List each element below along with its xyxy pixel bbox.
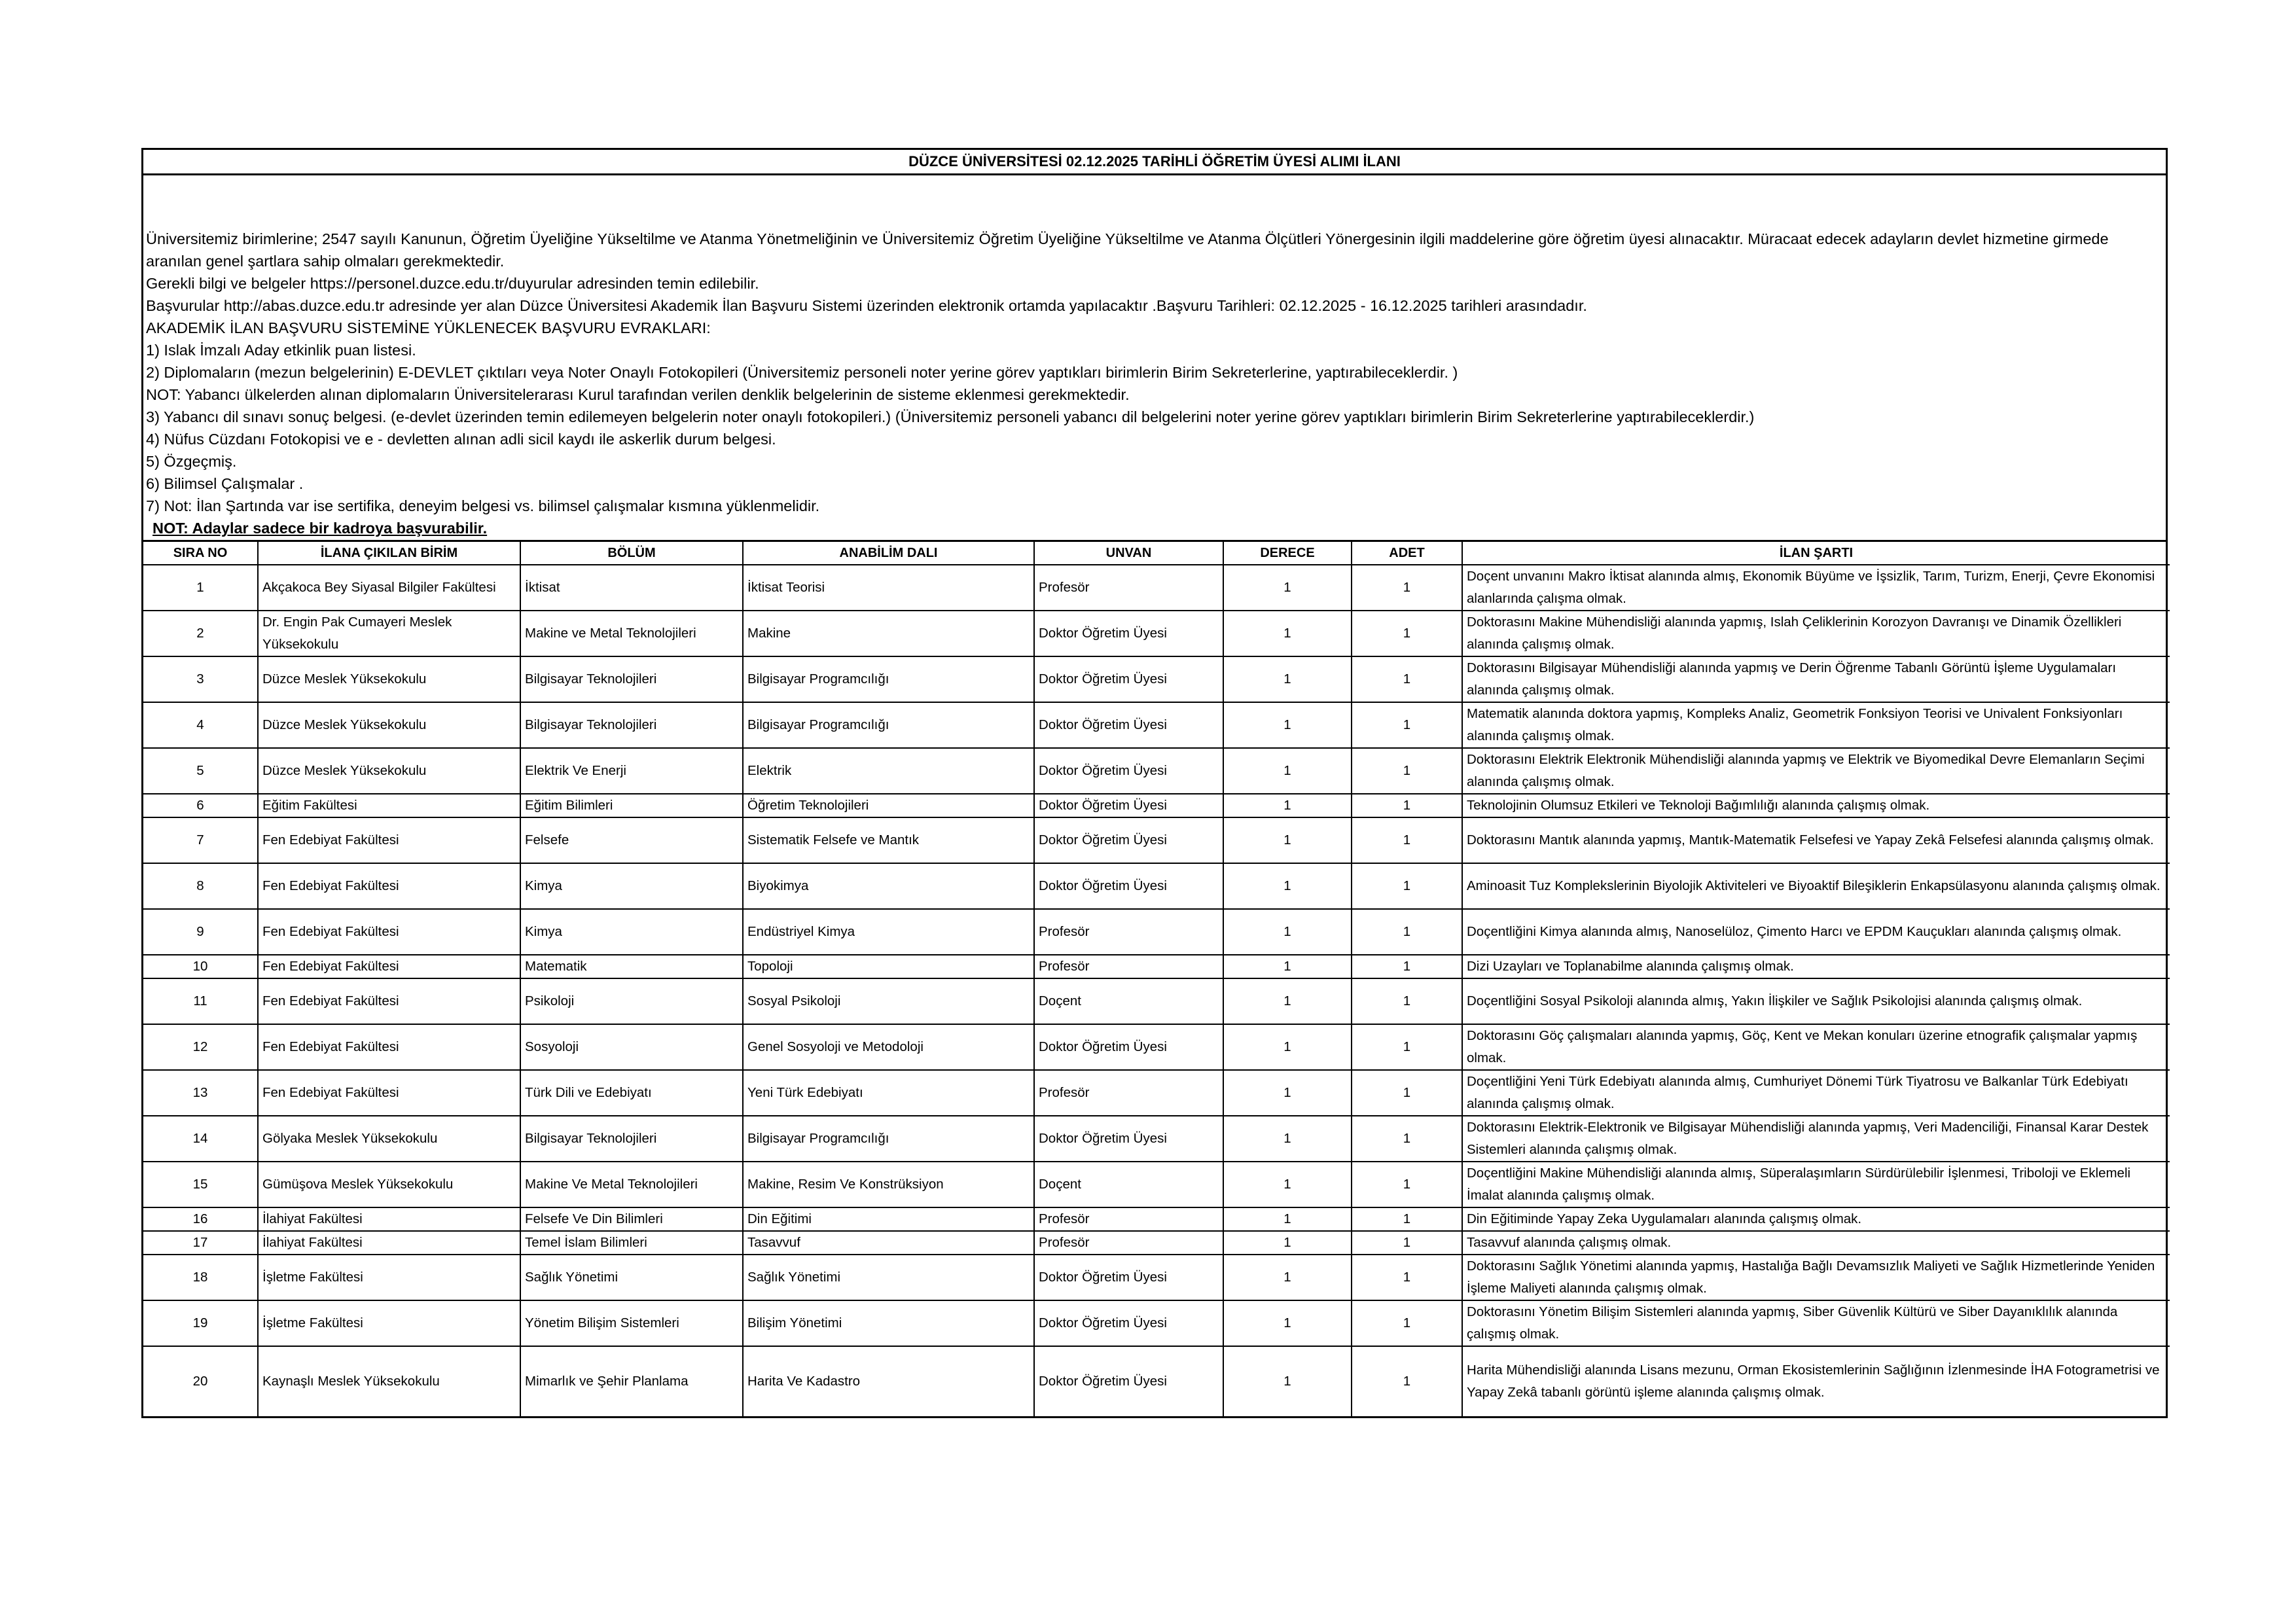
cell-ilan-sarti: Harita Mühendisliği alanında Lisans mezunu, Orman Ekosistemlerinin Sağlığının İzlenmesinde İHA Fotogrametrisi ve Yapay Zekâ tabanlı görüntü işleme alanında çalışmış olmak.	[1462, 1346, 2170, 1416]
cell-adet: 1	[1352, 909, 1462, 955]
cell-anabilim-dali: Tasavvuf	[743, 1231, 1034, 1255]
cell-unvan: Profesör	[1034, 1207, 1223, 1231]
cell-adet: 1	[1352, 978, 1462, 1024]
cell-anabilim-dali: Makine, Resim Ve Konstrüksiyon	[743, 1162, 1034, 1207]
cell-unvan: Doktor Öğretim Üyesi	[1034, 863, 1223, 909]
table-row	[143, 1116, 2170, 1162]
cell-birim: Düzce Meslek Yüksekokulu	[258, 702, 520, 748]
cell-sira-no: 15	[143, 1162, 258, 1207]
cell-birim: Fen Edebiyat Fakültesi	[258, 909, 520, 955]
cell-derece: 1	[1223, 656, 1352, 702]
cell-ilan-sarti: Aminoasit Tuz Komplekslerinin Biyolojik Aktiviteleri ve Biyoaktif Bileşiklerin Enkapsülasyonu alanında çalışmış olmak.	[1462, 863, 2170, 909]
cell-anabilim-dali: Genel Sosyoloji ve Metodoloji	[743, 1024, 1034, 1070]
cell-adet: 1	[1352, 656, 1462, 702]
cell-unvan: Profesör	[1034, 909, 1223, 955]
cell-sira-no: 6	[143, 794, 258, 817]
cell-bolum: Mimarlık ve Şehir Planlama	[520, 1346, 743, 1416]
cell-bolum: Matematik	[520, 955, 743, 978]
cell-bolum: Psikoloji	[520, 978, 743, 1024]
cell-anabilim-dali: Makine	[743, 611, 1034, 656]
cell-birim: İşletme Fakültesi	[258, 1300, 520, 1346]
cell-unvan: Doktor Öğretim Üyesi	[1034, 817, 1223, 863]
table-row	[143, 1024, 2170, 1070]
table-row	[143, 1070, 2170, 1116]
intro-line: AKADEMİK İLAN BAŞVURU SİSTEMİNE YÜKLENECEK BAŞVURU EVRAKLARI:	[146, 319, 711, 336]
cell-adet: 1	[1352, 1300, 1462, 1346]
positions-table	[143, 542, 2170, 1416]
table-header-row	[143, 542, 2170, 565]
cell-adet: 1	[1352, 1116, 1462, 1162]
cell-derece: 1	[1223, 978, 1352, 1024]
cell-anabilim-dali: Topoloji	[743, 955, 1034, 978]
cell-derece: 1	[1223, 1024, 1352, 1070]
cell-birim: Fen Edebiyat Fakültesi	[258, 955, 520, 978]
cell-sira-no: 10	[143, 955, 258, 978]
cell-sira-no: 20	[143, 1346, 258, 1416]
cell-birim: Fen Edebiyat Fakültesi	[258, 978, 520, 1024]
cell-ilan-sarti: Dizi Uzayları ve Toplanabilme alanında çalışmış olmak.	[1462, 955, 2170, 978]
cell-ilan-sarti: Doçentliğini Makine Mühendisliği alanında almış, Süperalaşımların Sürdürülebilir İşlenmesi, Triboloji ve Eklemeli İmalat alanında çalışmış olmak.	[1462, 1162, 2170, 1207]
cell-derece: 1	[1223, 1300, 1352, 1346]
cell-ilan-sarti: Doktorasını Elektrik Elektronik Mühendisliği alanında yapmış ve Elektrik ve Biyomedikal Devre Elemanların Seçimi alanında çalışmış olmak.	[1462, 748, 2170, 794]
table-row	[143, 794, 2170, 817]
intro-line: NOT: Yabancı ülkelerden alınan diplomaların Üniversitelerarası Kurul tarafından verilen denklik belgelerinin de sisteme eklenmesi gerekmektedir.	[146, 386, 1130, 403]
cell-adet: 1	[1352, 1070, 1462, 1116]
cell-adet: 1	[1352, 1255, 1462, 1300]
table-row	[143, 1255, 2170, 1300]
header-unvan: UNVAN	[1034, 542, 1223, 565]
cell-derece: 1	[1223, 748, 1352, 794]
cell-sira-no: 18	[143, 1255, 258, 1300]
cell-anabilim-dali: Öğretim Teknolojileri	[743, 794, 1034, 817]
cell-derece: 1	[1223, 794, 1352, 817]
table-row	[143, 817, 2170, 863]
cell-sira-no: 7	[143, 817, 258, 863]
cell-bolum: Bilgisayar Teknolojileri	[520, 1116, 743, 1162]
table-row	[143, 955, 2170, 978]
cell-derece: 1	[1223, 1346, 1352, 1416]
cell-birim: Dr. Engin Pak Cumayeri Meslek Yüksekokulu	[258, 611, 520, 656]
cell-unvan: Doktor Öğretim Üyesi	[1034, 656, 1223, 702]
intro-line: Başvurular http://abas.duzce.edu.tr adresinde yer alan Düzce Üniversitesi Akademik İlan Başvuru Sistemi üzerinden elektronik ortamda yapılacaktır .Başvuru Tarihleri: 02.12.2025 - 16.12.2025 tarihleri arasındadır.	[146, 297, 1587, 314]
cell-sira-no: 13	[143, 1070, 258, 1116]
table-row	[143, 1207, 2170, 1231]
cell-ilan-sarti: Doktorasını Makine Mühendisliği alanında yapmış, Islah Çeliklerinin Korozyon Davranışı ve Dinamik Özellikleri alanında çalışmış olmak.	[1462, 611, 2170, 656]
cell-birim: Fen Edebiyat Fakültesi	[258, 1070, 520, 1116]
intro-section	[143, 175, 2166, 542]
table-row	[143, 1231, 2170, 1255]
table-row	[143, 978, 2170, 1024]
cell-bolum: Sağlık Yönetimi	[520, 1255, 743, 1300]
cell-adet: 1	[1352, 748, 1462, 794]
cell-unvan: Profesör	[1034, 565, 1223, 611]
cell-birim: İlahiyat Fakültesi	[258, 1231, 520, 1255]
cell-birim: Düzce Meslek Yüksekokulu	[258, 656, 520, 702]
announcement-sheet	[141, 148, 2168, 1418]
cell-adet: 1	[1352, 794, 1462, 817]
cell-anabilim-dali: Din Eğitimi	[743, 1207, 1034, 1231]
cell-sira-no: 12	[143, 1024, 258, 1070]
table-row	[143, 863, 2170, 909]
cell-birim: Gümüşova Meslek Yüksekokulu	[258, 1162, 520, 1207]
cell-derece: 1	[1223, 1070, 1352, 1116]
cell-ilan-sarti: Matematik alanında doktora yapmış, Kompleks Analiz, Geometrik Fonksiyon Teorisi ve Univalent Fonksiyonları alanında çalışmış olmak.	[1462, 702, 2170, 748]
cell-bolum: Makine ve Metal Teknolojileri	[520, 611, 743, 656]
cell-birim: Düzce Meslek Yüksekokulu	[258, 748, 520, 794]
table-row	[143, 611, 2170, 656]
table-row	[143, 748, 2170, 794]
cell-sira-no: 9	[143, 909, 258, 955]
intro-line: 1) Islak İmzalı Aday etkinlik puan listesi.	[146, 342, 416, 359]
cell-anabilim-dali: Sistematik Felsefe ve Mantık	[743, 817, 1034, 863]
cell-derece: 1	[1223, 1207, 1352, 1231]
cell-ilan-sarti: Doçentliğini Kimya alanında almış, Nanoselüloz, Çimento Harcı ve EPDM Kauçukları alanında çalışmış olmak.	[1462, 909, 2170, 955]
cell-birim: Fen Edebiyat Fakültesi	[258, 1024, 520, 1070]
cell-anabilim-dali: Bilişim Yönetimi	[743, 1300, 1034, 1346]
cell-anabilim-dali: Endüstriyel Kimya	[743, 909, 1034, 955]
header-sira-no: SIRA NO	[143, 542, 258, 565]
cell-unvan: Doktor Öğretim Üyesi	[1034, 1255, 1223, 1300]
table-row	[143, 909, 2170, 955]
cell-birim: Gölyaka Meslek Yüksekokulu	[258, 1116, 520, 1162]
cell-unvan: Doçent	[1034, 1162, 1223, 1207]
intro-line: 5) Özgeçmiş.	[146, 453, 237, 470]
cell-unvan: Profesör	[1034, 1231, 1223, 1255]
cell-anabilim-dali: Elektrik	[743, 748, 1034, 794]
cell-bolum: Felsefe	[520, 817, 743, 863]
cell-bolum: Makine Ve Metal Teknolojileri	[520, 1162, 743, 1207]
cell-adet: 1	[1352, 1231, 1462, 1255]
cell-sira-no: 8	[143, 863, 258, 909]
cell-sira-no: 4	[143, 702, 258, 748]
cell-bolum: Bilgisayar Teknolojileri	[520, 702, 743, 748]
cell-bolum: Temel İslam Bilimleri	[520, 1231, 743, 1255]
cell-ilan-sarti: Doktorasını Mantık alanında yapmış, Mantık-Matematik Felsefesi ve Yapay Zekâ Felsefesi alanında çalışmış olmak.	[1462, 817, 2170, 863]
intro-line: 6) Bilimsel Çalışmalar .	[146, 475, 304, 492]
cell-ilan-sarti: Doktorasını Göç çalışmaları alanında yapmış, Göç, Kent ve Mekan konuları üzerine etnografik çalışmalar yapmış olmak.	[1462, 1024, 2170, 1070]
cell-anabilim-dali: Yeni Türk Edebiyatı	[743, 1070, 1034, 1116]
table-row	[143, 1300, 2170, 1346]
cell-anabilim-dali: Biyokimya	[743, 863, 1034, 909]
cell-ilan-sarti: Doçentliğini Sosyal Psikoloji alanında almış, Yakın İlişkiler ve Sağlık Psikolojisi alanında çalışmış olmak.	[1462, 978, 2170, 1024]
cell-bolum: Elektrik Ve Enerji	[520, 748, 743, 794]
cell-sira-no: 17	[143, 1231, 258, 1255]
table-row	[143, 702, 2170, 748]
cell-adet: 1	[1352, 1162, 1462, 1207]
cell-bolum: Kimya	[520, 909, 743, 955]
cell-bolum: Türk Dili ve Edebiyatı	[520, 1070, 743, 1116]
cell-adet: 1	[1352, 955, 1462, 978]
header-derece: DERECE	[1223, 542, 1352, 565]
cell-birim: Kaynaşlı Meslek Yüksekokulu	[258, 1346, 520, 1416]
cell-derece: 1	[1223, 1255, 1352, 1300]
cell-bolum: Kimya	[520, 863, 743, 909]
cell-ilan-sarti: Doktorasını Bilgisayar Mühendisliği alanında yapmış ve Derin Öğrenme Tabanlı Görüntü İşleme Uygulamaları alanında çalışmış olmak.	[1462, 656, 2170, 702]
cell-sira-no: 5	[143, 748, 258, 794]
cell-ilan-sarti: Doçent unvanını Makro İktisat alanında almış, Ekonomik Büyüme ve İşsizlik, Tarım, Turizm, Enerji, Çevre Ekonomisi alanlarında çalışma olmak.	[1462, 565, 2170, 611]
cell-adet: 1	[1352, 1024, 1462, 1070]
cell-unvan: Profesör	[1034, 955, 1223, 978]
cell-anabilim-dali: Harita Ve Kadastro	[743, 1346, 1034, 1416]
intro-paragraph: Üniversitemiz birimlerine; 2547 sayılı Kanunun, Öğretim Üyeliğine Yükseltilme ve Atanma Yönetmeliğinin ve Üniversitemiz Öğretim Üyeliğine Yükseltilme ve Atanma Ölçütleri Yönergesinin ilgili maddelerine göre öğretim üyesi alınacaktır. Müracaat edecek adayların devlet hizmetine girmede aranılan genel şartlara sahip olmaları gerekmektedir.	[146, 230, 2109, 270]
cell-ilan-sarti: Doktorasını Sağlık Yönetimi alanında yapmış, Hastalığa Bağlı Devamsızlık Maliyeti ve Sağlık Hizmetlerinde Yeniden İşleme Maliyeti alanında çalışmış olmak.	[1462, 1255, 2170, 1300]
document-title: DÜZCE ÜNİVERSİTESİ 02.12.2025 TARİHLİ ÖĞRETİM ÜYESİ ALIMI İLANI	[143, 150, 2166, 175]
cell-unvan: Profesör	[1034, 1070, 1223, 1116]
cell-birim: İşletme Fakültesi	[258, 1255, 520, 1300]
cell-derece: 1	[1223, 955, 1352, 978]
cell-ilan-sarti: Din Eğitiminde Yapay Zeka Uygulamaları alanında çalışmış olmak.	[1462, 1207, 2170, 1231]
header-adet: ADET	[1352, 542, 1462, 565]
cell-birim: İlahiyat Fakültesi	[258, 1207, 520, 1231]
cell-derece: 1	[1223, 702, 1352, 748]
table-row	[143, 1346, 2170, 1416]
cell-bolum: Yönetim Bilişim Sistemleri	[520, 1300, 743, 1346]
intro-line: 4) Nüfus Cüzdanı Fotokopisi ve e - devletten alınan adli sicil kaydı ile askerlik durum belgesi.	[146, 431, 776, 448]
cell-ilan-sarti: Tasavvuf alanında çalışmış olmak.	[1462, 1231, 2170, 1255]
table-row	[143, 1162, 2170, 1207]
cell-bolum: Felsefe Ve Din Bilimleri	[520, 1207, 743, 1231]
cell-derece: 1	[1223, 611, 1352, 656]
cell-adet: 1	[1352, 1207, 1462, 1231]
cell-birim: Fen Edebiyat Fakültesi	[258, 817, 520, 863]
cell-bolum: Bilgisayar Teknolojileri	[520, 656, 743, 702]
cell-derece: 1	[1223, 1116, 1352, 1162]
cell-ilan-sarti: Doktorasını Yönetim Bilişim Sistemleri alanında yapmış, Siber Güvenlik Kültürü ve Siber Dayanıklılık alanında çalışmış olmak.	[1462, 1300, 2170, 1346]
cell-sira-no: 19	[143, 1300, 258, 1346]
cell-derece: 1	[1223, 565, 1352, 611]
cell-unvan: Doktor Öğretim Üyesi	[1034, 1346, 1223, 1416]
cell-sira-no: 2	[143, 611, 258, 656]
cell-derece: 1	[1223, 1231, 1352, 1255]
cell-adet: 1	[1352, 817, 1462, 863]
cell-unvan: Doçent	[1034, 978, 1223, 1024]
cell-unvan: Doktor Öğretim Üyesi	[1034, 611, 1223, 656]
cell-anabilim-dali: İktisat Teorisi	[743, 565, 1034, 611]
cell-sira-no: 1	[143, 565, 258, 611]
cell-sira-no: 3	[143, 656, 258, 702]
cell-adet: 1	[1352, 611, 1462, 656]
table-row	[143, 656, 2170, 702]
cell-anabilim-dali: Bilgisayar Programcılığı	[743, 656, 1034, 702]
header-bolum: BÖLÜM	[520, 542, 743, 565]
cell-derece: 1	[1223, 909, 1352, 955]
cell-anabilim-dali: Bilgisayar Programcılığı	[743, 1116, 1034, 1162]
cell-anabilim-dali: Sosyal Psikoloji	[743, 978, 1034, 1024]
intro-line: Gerekli bilgi ve belgeler https://personel.duzce.edu.tr/duyurular adresinden temin edilebilir.	[146, 275, 759, 292]
cell-adet: 1	[1352, 863, 1462, 909]
cell-bolum: Sosyoloji	[520, 1024, 743, 1070]
cell-adet: 1	[1352, 702, 1462, 748]
cell-derece: 1	[1223, 863, 1352, 909]
header-anabilim-dali: ANABİLİM DALI	[743, 542, 1034, 565]
cell-derece: 1	[1223, 817, 1352, 863]
cell-sira-no: 14	[143, 1116, 258, 1162]
header-ilan-sarti: İLAN ŞARTI	[1462, 542, 2170, 565]
cell-birim: Akçakoca Bey Siyasal Bilgiler Fakültesi	[258, 565, 520, 611]
cell-unvan: Doktor Öğretim Üyesi	[1034, 1300, 1223, 1346]
cell-unvan: Doktor Öğretim Üyesi	[1034, 748, 1223, 794]
cell-derece: 1	[1223, 1162, 1352, 1207]
cell-bolum: Eğitim Bilimleri	[520, 794, 743, 817]
intro-line: 2) Diplomaların (mezun belgelerinin) E-DEVLET çıktıları veya Noter Onaylı Fotokopileri (Üniversitemiz personeli noter yerine görev yaptıkları birimlerin Birim Sekreterlerine, yaptırabileceklerdir. )	[146, 364, 1458, 381]
cell-anabilim-dali: Bilgisayar Programcılığı	[743, 702, 1034, 748]
intro-line: 3) Yabancı dil sınavı sonuç belgesi. (e-devlet üzerinden temin edilemeyen belgelerin noter onaylı fotokopileri.) (Üniversitemiz personeli yabancı dil belgelerini noter yerine görev yaptıkları birimlerin Birim Sekreterlerine yaptırabileceklerdir.)	[146, 408, 1755, 425]
header-birim: İLANA ÇIKILAN BİRİM	[258, 542, 520, 565]
cell-anabilim-dali: Sağlık Yönetimi	[743, 1255, 1034, 1300]
cell-unvan: Doktor Öğretim Üyesi	[1034, 794, 1223, 817]
cell-bolum: İktisat	[520, 565, 743, 611]
cell-adet: 1	[1352, 565, 1462, 611]
cell-ilan-sarti: Doktorasını Elektrik-Elektronik ve Bilgisayar Mühendisliği alanında yapmış, Veri Madenciliği, Finansal Karar Destek Sistemleri alanında çalışmış olmak.	[1462, 1116, 2170, 1162]
cell-ilan-sarti: Teknolojinin Olumsuz Etkileri ve Teknoloji Bağımlılığı alanında çalışmış olmak.	[1462, 794, 2170, 817]
table-row	[143, 565, 2170, 611]
cell-sira-no: 16	[143, 1207, 258, 1231]
cell-unvan: Doktor Öğretim Üyesi	[1034, 702, 1223, 748]
cell-birim: Fen Edebiyat Fakültesi	[258, 863, 520, 909]
cell-adet: 1	[1352, 1346, 1462, 1416]
cell-unvan: Doktor Öğretim Üyesi	[1034, 1024, 1223, 1070]
cell-ilan-sarti: Doçentliğini Yeni Türk Edebiyatı alanında almış, Cumhuriyet Dönemi Türk Tiyatrosu ve Balkanlar Türk Edebiyatı alanında çalışmış olmak.	[1462, 1070, 2170, 1116]
application-note: NOT: Adaylar sadece bir kadroya başvurabilir.	[152, 520, 488, 537]
cell-unvan: Doktor Öğretim Üyesi	[1034, 1116, 1223, 1162]
cell-birim: Eğitim Fakültesi	[258, 794, 520, 817]
intro-line: 7) Not: İlan Şartında var ise sertifika, deneyim belgesi vs. bilimsel çalışmalar kısmına yüklenmelidir.	[146, 497, 820, 514]
cell-sira-no: 11	[143, 978, 258, 1024]
